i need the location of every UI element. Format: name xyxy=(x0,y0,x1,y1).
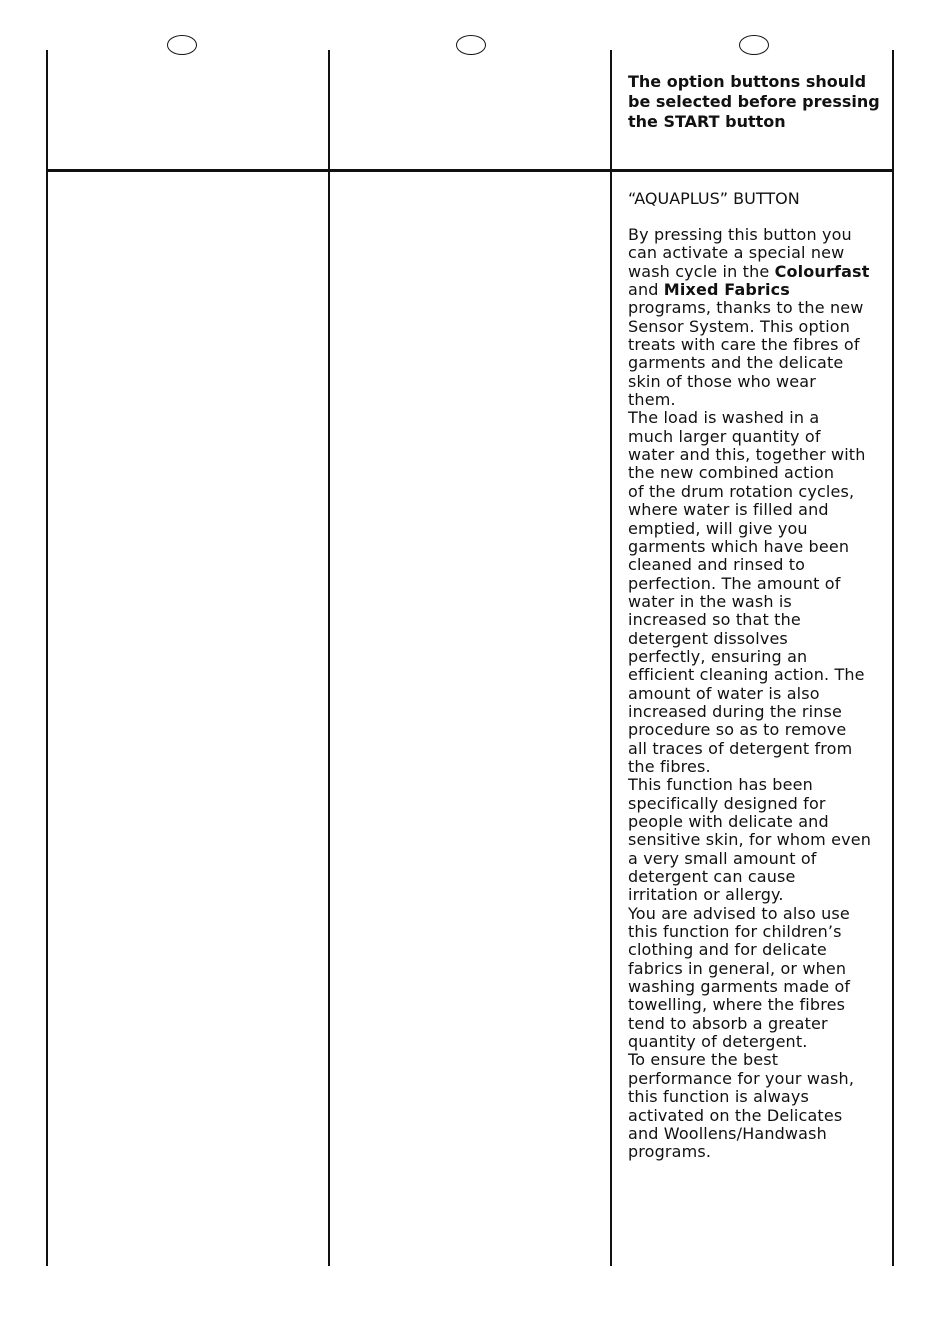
text-run: and xyxy=(628,280,664,300)
text-line xyxy=(628,226,890,244)
text-line: You are advised to also use xyxy=(628,903,850,923)
text-line: increased during the rinse xyxy=(628,701,842,721)
text-run: can activate a special new xyxy=(628,243,845,263)
text-run: them. xyxy=(628,390,676,410)
text-line: towelling, where the fibres xyxy=(628,995,846,1015)
text-line: water in the wash is xyxy=(628,591,792,611)
text-line: of the drum rotation cycles, xyxy=(628,481,855,501)
text-line: irritation or allergy. xyxy=(628,885,784,905)
text-run: wash cycle in the xyxy=(628,261,775,281)
text-line: efficient cleaning action. The xyxy=(628,665,865,685)
text-line: increased so that the xyxy=(628,610,801,630)
text-line: this function for children’s xyxy=(628,922,842,942)
text-line xyxy=(628,281,890,299)
text-line: fabrics in general, or when xyxy=(628,958,847,978)
note-line: be selected before pressing xyxy=(628,92,880,111)
text-line: specifically designed for xyxy=(628,793,826,813)
text-run: programs, thanks to the new xyxy=(628,298,864,318)
text-run: By pressing this button you xyxy=(628,225,852,244)
note-line: the START button xyxy=(628,112,786,131)
text-line: amount of water is also xyxy=(628,683,820,703)
aquaplus-heading: “AQUAPLUS” BUTTON xyxy=(628,189,800,208)
text-line: This function has been xyxy=(628,775,813,795)
text-line xyxy=(628,299,890,317)
text-line xyxy=(628,354,890,372)
text-line: performance for your wash, xyxy=(628,1068,855,1088)
text-line: people with delicate and xyxy=(628,812,829,831)
text-line: activated on the Delicates xyxy=(628,1105,843,1125)
text-line: the new combined action xyxy=(628,463,835,483)
text-line: much larger quantity of xyxy=(628,426,821,446)
text-line: where water is filled and xyxy=(628,500,829,520)
text-line: detergent can cause xyxy=(628,867,796,887)
text-line: To ensure the best xyxy=(628,1050,779,1070)
column-3-language-marker xyxy=(739,35,769,55)
paragraph-recommended-use xyxy=(628,905,890,1052)
paragraph-intro xyxy=(628,226,890,409)
text-line xyxy=(628,244,890,262)
column-divider-right xyxy=(892,50,894,1266)
text-line: this function is always xyxy=(628,1087,809,1107)
emphasized-text: Mixed Fabrics xyxy=(663,280,790,300)
text-line xyxy=(628,391,890,409)
note-line: The option buttons should xyxy=(628,72,867,91)
paragraph-washing-action xyxy=(628,409,890,776)
text-line: garments which have been xyxy=(628,536,850,556)
text-line: tend to absorb a greater xyxy=(628,1013,828,1033)
text-line: washing garments made of xyxy=(628,977,851,997)
option-buttons-note xyxy=(628,72,890,132)
text-line: all traces of detergent from xyxy=(628,738,853,758)
text-run: garments and the delicate xyxy=(628,353,844,373)
text-line: sensitive skin, for whom even xyxy=(628,830,871,850)
text-line: cleaned and rinsed to xyxy=(628,555,806,575)
emphasized-text: Colourfast xyxy=(774,261,870,281)
text-line: the fibres. xyxy=(628,756,711,776)
aquaplus-description xyxy=(628,226,890,1162)
text-run: skin of those who wear xyxy=(628,371,816,391)
column-divider-middle-right xyxy=(610,50,612,1266)
column-2-empty xyxy=(330,50,610,1266)
text-line xyxy=(628,263,890,281)
text-line: a very small amount of xyxy=(628,848,817,868)
text-line: programs. xyxy=(628,1142,712,1162)
text-line: perfectly, ensuring an xyxy=(628,646,808,666)
text-line: clothing and for delicate xyxy=(628,940,827,960)
text-line: quantity of detergent. xyxy=(628,1032,808,1052)
text-line: emptied, will give you xyxy=(628,518,808,538)
text-line: The load is washed in a xyxy=(628,408,820,428)
text-line xyxy=(628,318,890,336)
text-run: Sensor System. This option xyxy=(628,316,851,336)
text-line: perfection. The amount of xyxy=(628,573,841,593)
text-line: and Woollens/Handwash xyxy=(628,1123,827,1143)
column-1-empty xyxy=(48,50,328,1266)
paragraph-always-active xyxy=(628,1051,890,1161)
paragraph-sensitive-skin xyxy=(628,776,890,904)
text-line: detergent dissolves xyxy=(628,628,788,648)
text-line xyxy=(628,373,890,391)
text-line: water and this, together with xyxy=(628,445,866,465)
text-run: treats with care the fibres of xyxy=(628,335,860,355)
text-line: procedure so as to remove xyxy=(628,720,847,740)
text-line xyxy=(628,336,890,354)
